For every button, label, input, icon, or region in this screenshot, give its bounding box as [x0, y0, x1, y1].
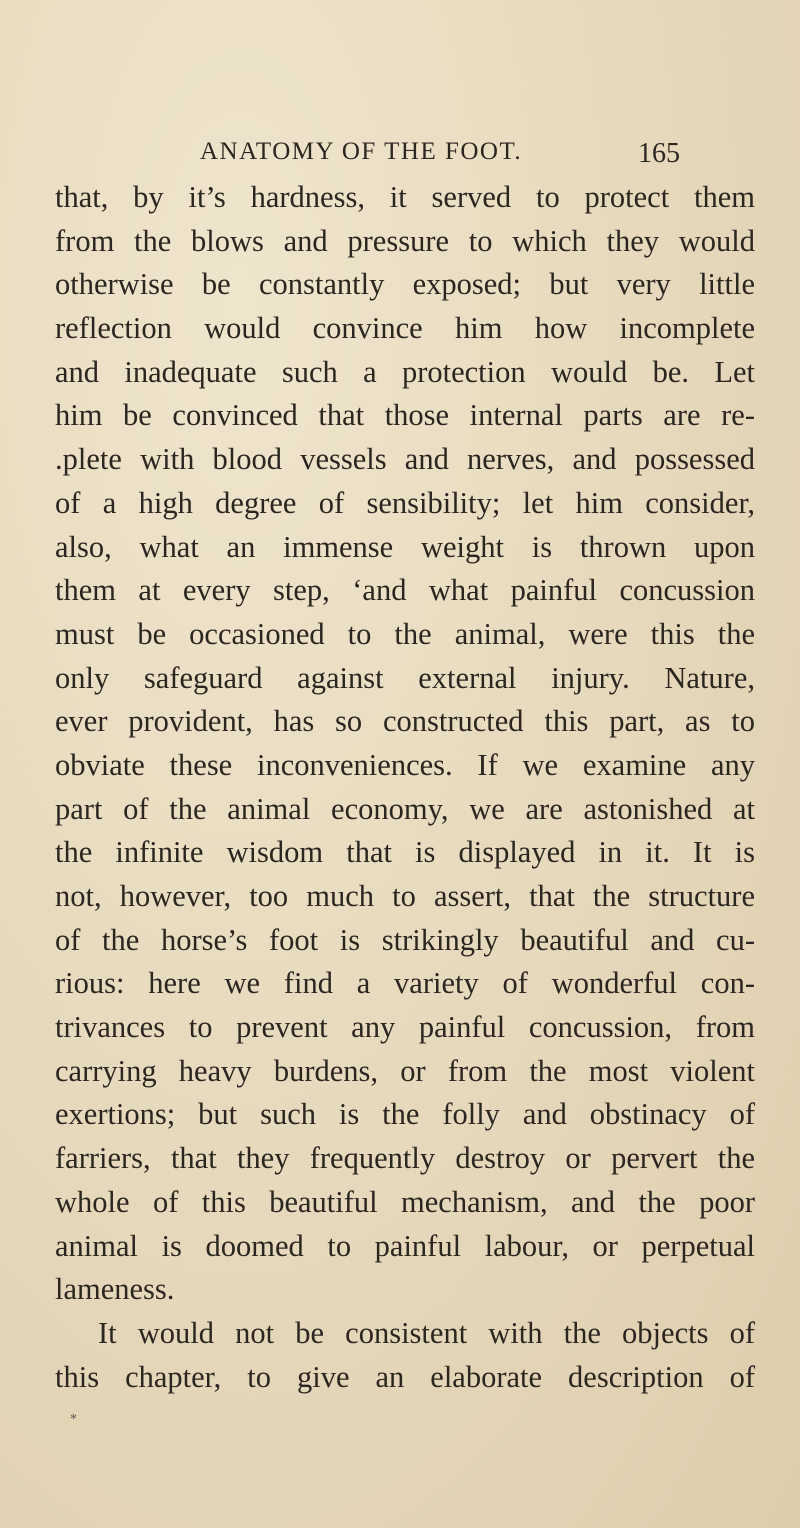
text-line: .plete with blood vessels and nerves, and possessed — [55, 442, 755, 477]
signature-mark: * — [70, 1412, 77, 1427]
text-line: from the blows and pressure to which they would — [55, 223, 755, 258]
text-line: this chapter, to give an elaborate description of — [55, 1359, 755, 1394]
running-title: ANATOMY OF THE FOOT. — [200, 138, 523, 165]
text-line: of the horse’s foot is strikingly beautiful and cu- — [55, 922, 755, 957]
text-line: not, however, too much to assert, that the structure — [55, 879, 755, 913]
text-line: the infinite wisdom that is displayed in it. It is — [55, 835, 755, 870]
text-line: him be convinced that those internal parts are re- — [55, 398, 755, 433]
text-line: carrying heavy burdens, or from the most violent — [55, 1053, 755, 1088]
body-text — [55, 176, 755, 1399]
text-line: and inadequate such a protection would be. Let — [55, 354, 755, 389]
running-head — [200, 138, 680, 174]
text-line: farriers, that they frequently destroy or pervert the — [55, 1141, 755, 1176]
text-line: them at every step, ‘and what painful concussion — [55, 573, 755, 608]
text-line: whole of this beautiful mechanism, and the poor — [55, 1184, 755, 1219]
text-line: must be occasioned to the animal, were this the — [55, 616, 755, 651]
text-line: ever provident, has so constructed this part, as to — [55, 704, 755, 739]
text-line: trivances to prevent any painful concussion, from — [55, 1010, 755, 1045]
text-line: animal is doomed to painful labour, or perpetual — [55, 1228, 755, 1263]
text-line: reflection would convince him how incomplete — [55, 311, 755, 346]
text-line: only safeguard against external injury. Nature, — [55, 660, 755, 695]
text-line: rious: here we find a variety of wonderful con- — [55, 966, 755, 1001]
text-line: otherwise be constantly exposed; but very little — [55, 267, 755, 302]
page-number: 165 — [638, 138, 680, 169]
text-line: that, by it’s hardness, it served to protect them — [55, 180, 755, 214]
paragraph-end-line: lameness. — [55, 1272, 175, 1307]
text-line: also, what an immense weight is thrown upon — [55, 529, 755, 564]
paragraph-start-line: It would not be consistent with the objects of — [98, 1315, 755, 1350]
text-line: obviate these inconveniences. If we examine any — [55, 747, 755, 782]
text-line: part of the animal economy, we are astonished at — [55, 791, 755, 826]
text-line: of a high degree of sensibility; let him consider, — [55, 485, 755, 520]
text-line: exertions; but such is the folly and obstinacy of — [55, 1097, 755, 1132]
